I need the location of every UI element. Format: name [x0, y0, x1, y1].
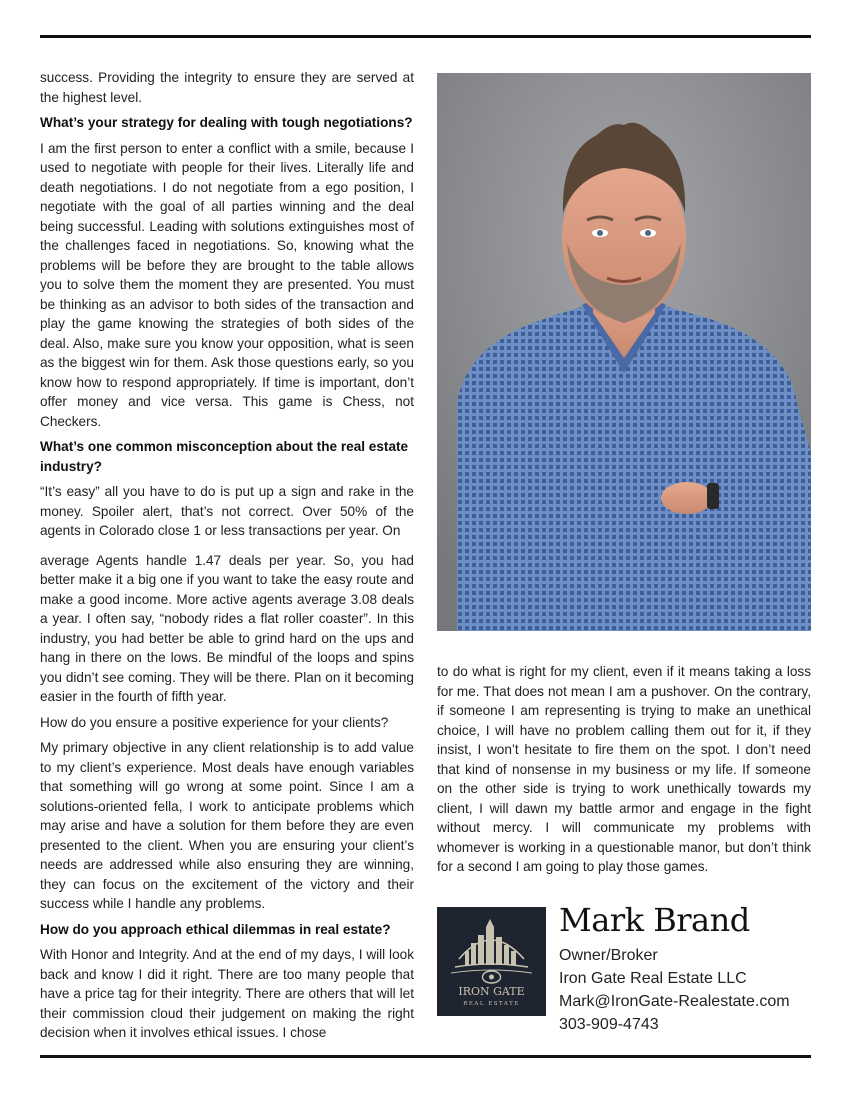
portrait-photo — [437, 73, 811, 631]
agent-name: Mark Brand — [559, 901, 750, 939]
right-column — [437, 662, 811, 883]
logo-wordmark: IRON GATE — [458, 985, 525, 998]
top-rule — [40, 35, 811, 38]
answer-ethics-continued: to do what is right for my client, even if it means taking a loss for me. That does not mean I am a pushover. On the contrary, if someone I am representing is trying to make an unethical choice, I will have no problem calling them out for it, if they insist, I won’t hesitate to fire them on the spot. I don’t need that kind of nonsense in my business or my life. If someone on the other side is trying to work unethically towards my client, I will dawn my battle armor and engage in the fight without mercy. I will communicate my problems with whomever is working in a questionable manor, but don’t think for a second I am going to play those games. — [437, 664, 811, 874]
answer-misconception-part1: “It’s easy” all you have to do is put up a sign and rake in the money. Spoiler alert, that’s not correct. Over 50% of the agents in Colorado close 1 or less transactions per year. On — [40, 484, 414, 538]
question-ethics: How do you approach ethical dilemmas in real estate? — [40, 921, 391, 937]
intro-paragraph: success. Providing the integrity to ensure they are served at the highest level. — [40, 70, 414, 105]
bottom-rule — [40, 1055, 811, 1058]
agent-title: Owner/Broker — [559, 947, 658, 964]
portrait-illustration — [437, 73, 811, 631]
iron-gate-logo — [437, 907, 546, 1016]
logo-graphic — [437, 907, 546, 1016]
answer-misconception-part2: average Agents handle 1.47 deals per year. So, you had better make it a big one if you want to take the easy route and make a good income. More active agents average 3.08 deals a year. I often say, “nobody rides a flat roller coaster”. In this industry, you had better be able to grind hard on the ups and hang in there on the lows. Be mindful of the loops and spins you didn’t see coming. They will be there. Plan on it becoming easier in the fourth of fifth year. — [40, 552, 414, 704]
left-column — [40, 68, 414, 1049]
question-misconception: What’s one common misconception about the real estate industry? — [40, 439, 409, 474]
company-name: Iron Gate Real Estate LLC — [559, 970, 747, 987]
contact-card — [559, 898, 811, 1036]
question-client-experience: How do you ensure a positive experience for your clients? — [40, 714, 389, 730]
question-negotiations: What’s your strategy for dealing with tough negotiations? — [40, 115, 413, 130]
logo-subtitle: REAL ESTATE — [463, 1001, 520, 1007]
phone-number[interactable]: 303-909-4743 — [559, 1016, 659, 1033]
email-address[interactable]: Mark@IronGate-Realestate.com — [559, 993, 790, 1010]
answer-negotiations: I am the first person to enter a conflict with a smile, because I used to negotiate with people for their lives. Literally life and death negotiations. I do not negotiate from a ego position, I negotiate with the goal of all parties winning and the deal being successful. Leading with solutions extinguishes most of the challenges faced in negotiations. So, knowing what the problems will be before they are brought to the table allows you to solve them the moment they are presented. You must be thinking as an advisor to both sides of the transaction and play the game knowing the strategies of both sides of the deal. Also, make sure you know your opposition, what is seen as the biggest win for them. Ask those questions early, so you know how to respond appropriately. If time is important, don’t offer money and vice versa. This game is Chess, not Checkers. — [40, 140, 414, 429]
answer-ethics: With Honor and Integrity. And at the end of my days, I will look back and know I did it right. There are too many people that have a price tag for their integrity. There are others that will let their commission cloud their judgement on making the right decision when it involves ethical issues. I chose — [40, 947, 414, 1040]
answer-client-experience: My primary objective in any client relationship is to add value to my client’s experience. Most deals have enough variables that something will go wrong at some point. Since I am a solutions-oriented fella, I work to anticipate problems which may arise and have a solution for them before they are even presented to the client. When you are ensuring your client’s needs are addressed while also ensuring they are winning, they can focus on the excitement of the victory and their success while I handle any problems. — [40, 740, 414, 911]
